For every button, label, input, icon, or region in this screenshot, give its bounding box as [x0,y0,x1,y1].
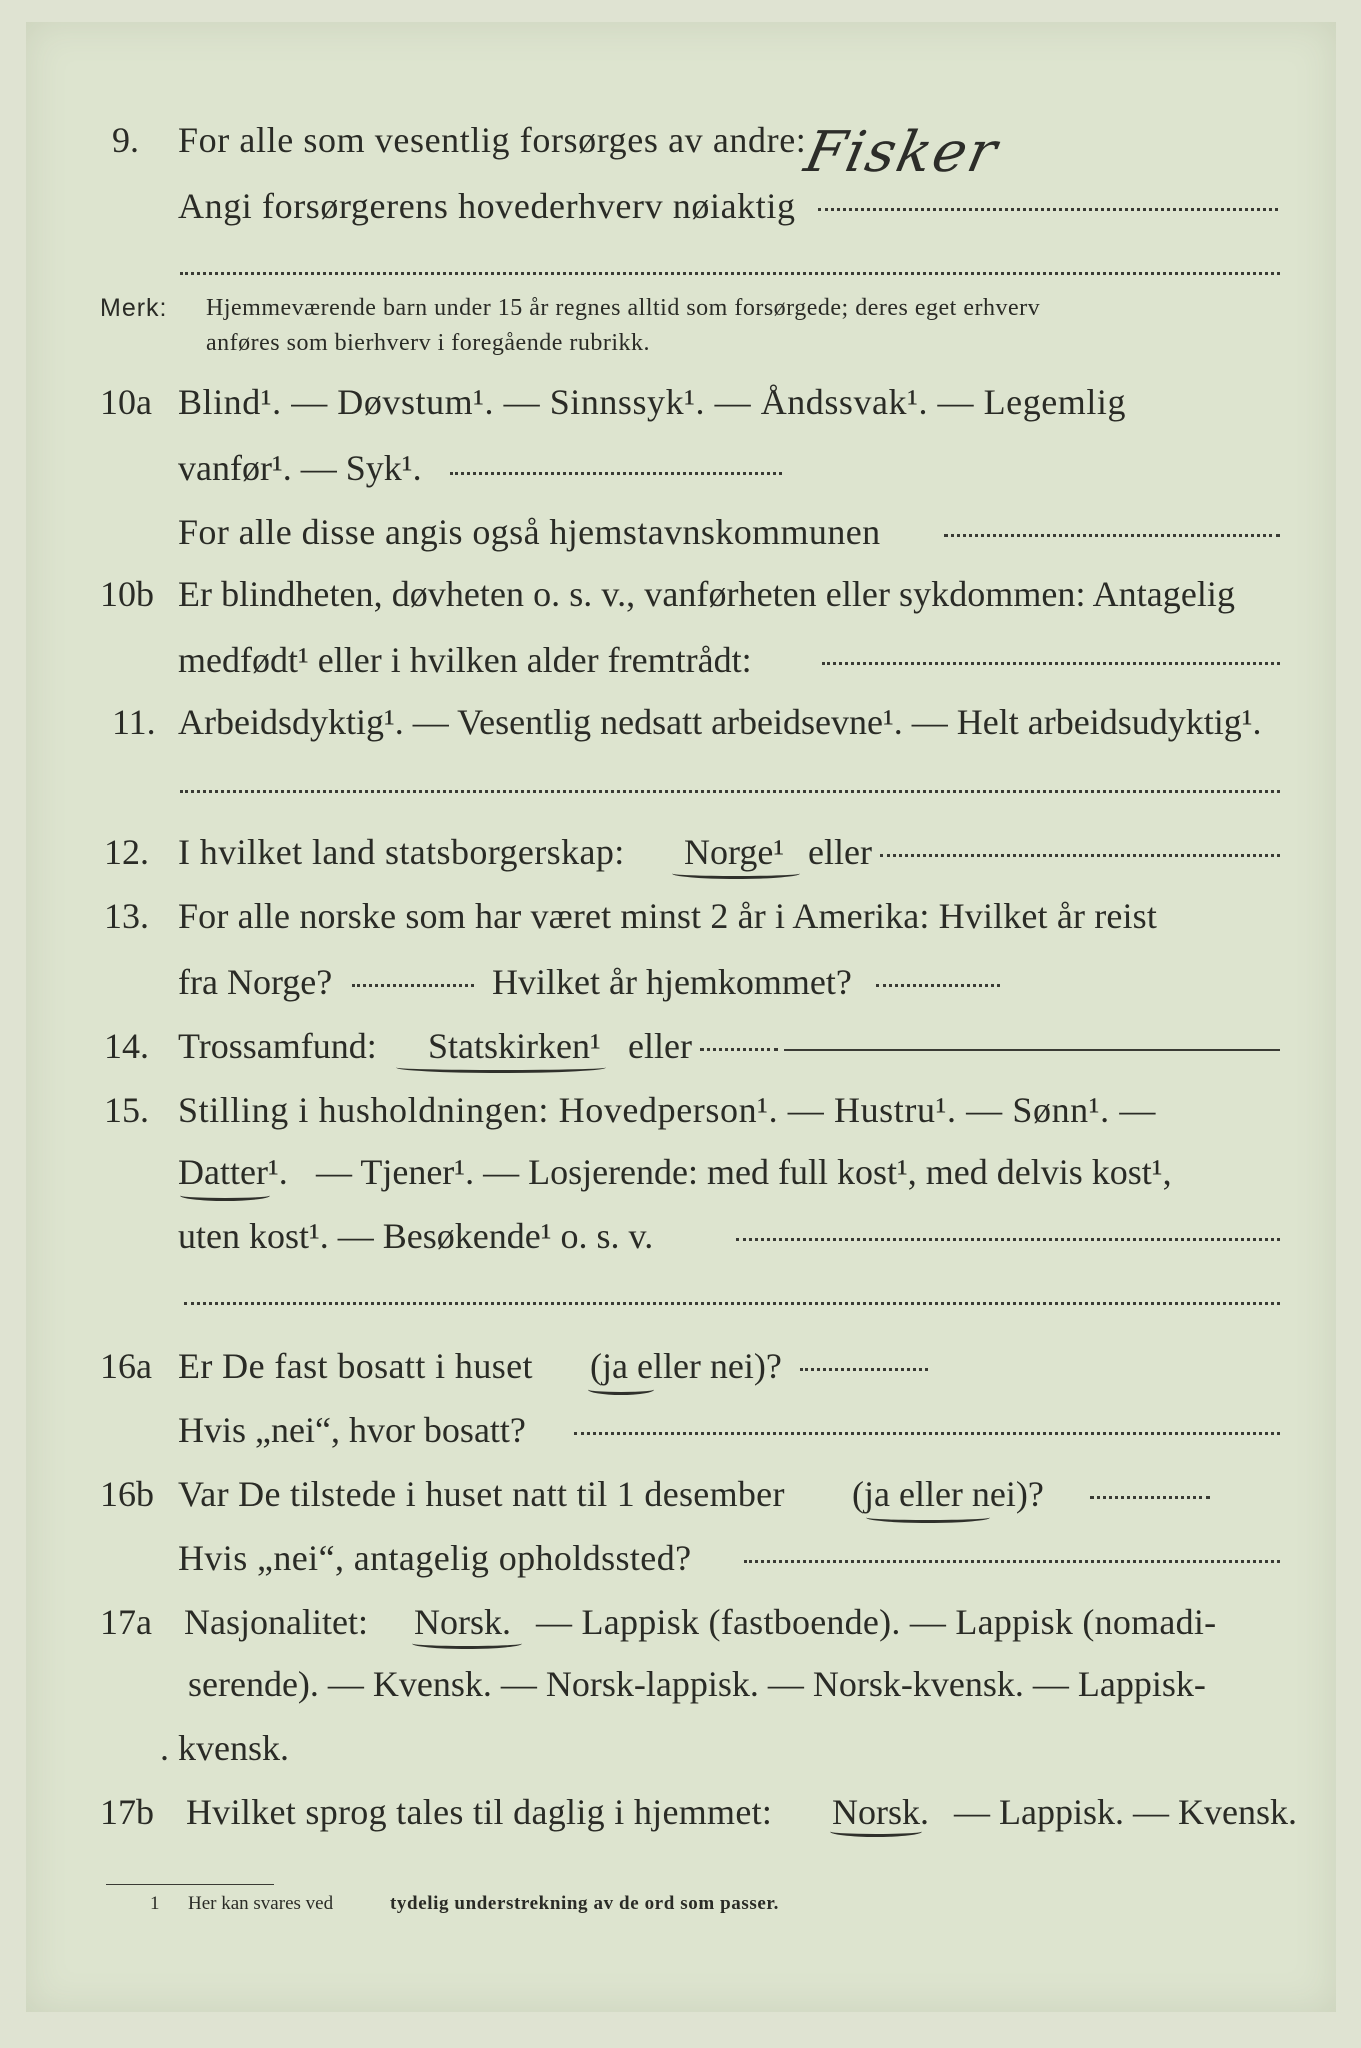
merk-line2: anføres som bierhverv i foregående rubrikk. [206,330,651,356]
q9-answer-line [818,208,1278,211]
q13-reist-line [352,984,474,987]
footnote-mark: 1 [150,1893,160,1914]
q10b-line1: Er blindheten, døvheten o. s. v., vanførheten eller sykdommen: Antagelig [178,574,1236,614]
q14-statskirken-underline [396,1062,606,1073]
q14-answer-line-b [784,1049,1280,1051]
footnote-text-a: Her kan svares ved [188,1893,334,1914]
q16b-ja-underline [866,1512,990,1523]
q16a-ja-underline [588,1384,654,1395]
q15-line1: Stilling i husholdningen: Hovedperson¹. — Hustru¹. — Sønn¹. — [178,1090,1156,1130]
q14-prefix: Trossamfund: [178,1026,377,1066]
q17b-number: 17b [100,1792,154,1832]
q11-line1: Arbeidsdyktig¹. — Vesentlig nedsatt arbeidsevne¹. — Helt arbeidsudyktig¹. [178,702,1262,742]
footnote-text-b: tydelig understrekning av de ord som passer. [390,1893,780,1914]
q15-number: 15. [104,1090,149,1130]
q10a-hjemstavn-line [944,534,1280,537]
merk-label: Merk: [100,294,168,322]
q14-number: 14. [104,1026,149,1066]
q10a-line3: For alle disse angis også hjemstavnskommunen [178,512,881,552]
q12-number: 12. [104,832,149,872]
q17a-line3: . kvensk. [160,1728,289,1768]
q10b-answer-line [822,662,1280,665]
q17a-number: 17a [100,1602,152,1642]
q13-number: 13. [104,896,149,936]
q9-number: 9. [112,120,139,160]
q17b-norsk-option: Norsk. [832,1792,929,1832]
q16a-line2: Hvis „nei“, hvor bosatt? [178,1410,526,1450]
q17a-line2: serende). — Kvensk. — Norsk-lappisk. — Norsk-kvensk. — Lappisk- [188,1664,1206,1704]
q17b-suffix: — Lappisk. — Kvensk. [954,1792,1297,1832]
q15-answer-line [736,1238,1280,1241]
q16b-number: 16b [100,1474,154,1514]
q10a-syk-line [450,472,782,475]
q16b-line2: Hvis „nei“, antagelig opholdssted? [178,1538,692,1578]
q9-text-line1: For alle som vesentlig forsørges av andre: [178,120,807,160]
q13-hjemkommet-line [876,984,1000,987]
q16a-bosatt-line [574,1432,1280,1435]
q10a-line2: vanfør¹. — Syk¹. [178,448,422,488]
q16a-number: 16a [100,1346,152,1386]
q14-statskirken-option: Statskirken¹ [428,1026,601,1066]
q12-prefix: I hvilket land statsborgerskap: [178,832,625,872]
q14-answer-line-a [700,1048,778,1051]
q10a-number: 10a [100,382,152,422]
q15-datter-underline [180,1190,270,1201]
q17b-norsk-underline [830,1826,922,1837]
q15-line2-rest: — Tjener¹. — Losjerende: med full kost¹, med delvis kost¹, [316,1152,1172,1192]
q12-suffix: eller [808,832,872,872]
q15-line3: uten kost¹. — Besøkende¹ o. s. v. [178,1216,654,1256]
q9-text-line2: Angi forsørgerens hovederhverv nøiaktig [178,186,796,226]
q17a-norsk-option: Norsk. [414,1602,511,1642]
q10b-line2: medfødt¹ eller i hvilken alder fremtrådt: [178,640,752,680]
q17a-norsk-underline [412,1638,522,1649]
q16a-answer-line [800,1368,928,1371]
q16b-answer-line [1090,1496,1210,1499]
q15-extra-line [184,1302,1280,1305]
q16b-choice: (ja eller nei)? [852,1474,1044,1514]
q17b-prefix: Hvilket sprog tales til daglig i hjemmet: [186,1792,773,1832]
q11-answer-line [180,790,1280,793]
q16b-prefix: Var De tilstede i huset natt til 1 desember [178,1474,785,1514]
q16a-prefix: Er De fast bosatt i huset [178,1346,533,1386]
q13-line2a: fra Norge? [178,962,333,1002]
q9-handwritten-answer: Fisker [799,120,1005,185]
q12-norge-option: Norge¹ [684,832,785,872]
q15-datter-option: Datter¹. [178,1152,288,1192]
q17a-line1-rest: — Lappisk (fastboende). — Lappisk (nomadi- [536,1602,1217,1642]
merk-line1: Hjemmeværende barn under 15 år regnes alltid som forsørgede; deres eget erhverv [206,295,1041,321]
q12-norge-underline [672,868,800,879]
q10b-number: 10b [100,574,154,614]
q11-number: 11. [112,702,156,742]
q16a-choice: (ja eller nei)? [590,1346,782,1386]
q16b-opholdssted-line [744,1560,1280,1563]
q14-suffix: eller [628,1026,692,1066]
q13-line2b: Hvilket år hjemkommet? [492,962,852,1002]
footnote-divider [106,1884,274,1885]
q10a-line1: Blind¹. — Døvstum¹. — Sinnssyk¹. — Åndssvak¹. — Legemlig [178,382,1126,422]
q9-extra-line [180,272,1280,275]
q17a-prefix: Nasjonalitet: [184,1602,368,1642]
q13-line1: For alle norske som har været minst 2 år i Amerika: Hvilket år reist [178,896,1157,936]
q12-answer-line [880,854,1280,857]
